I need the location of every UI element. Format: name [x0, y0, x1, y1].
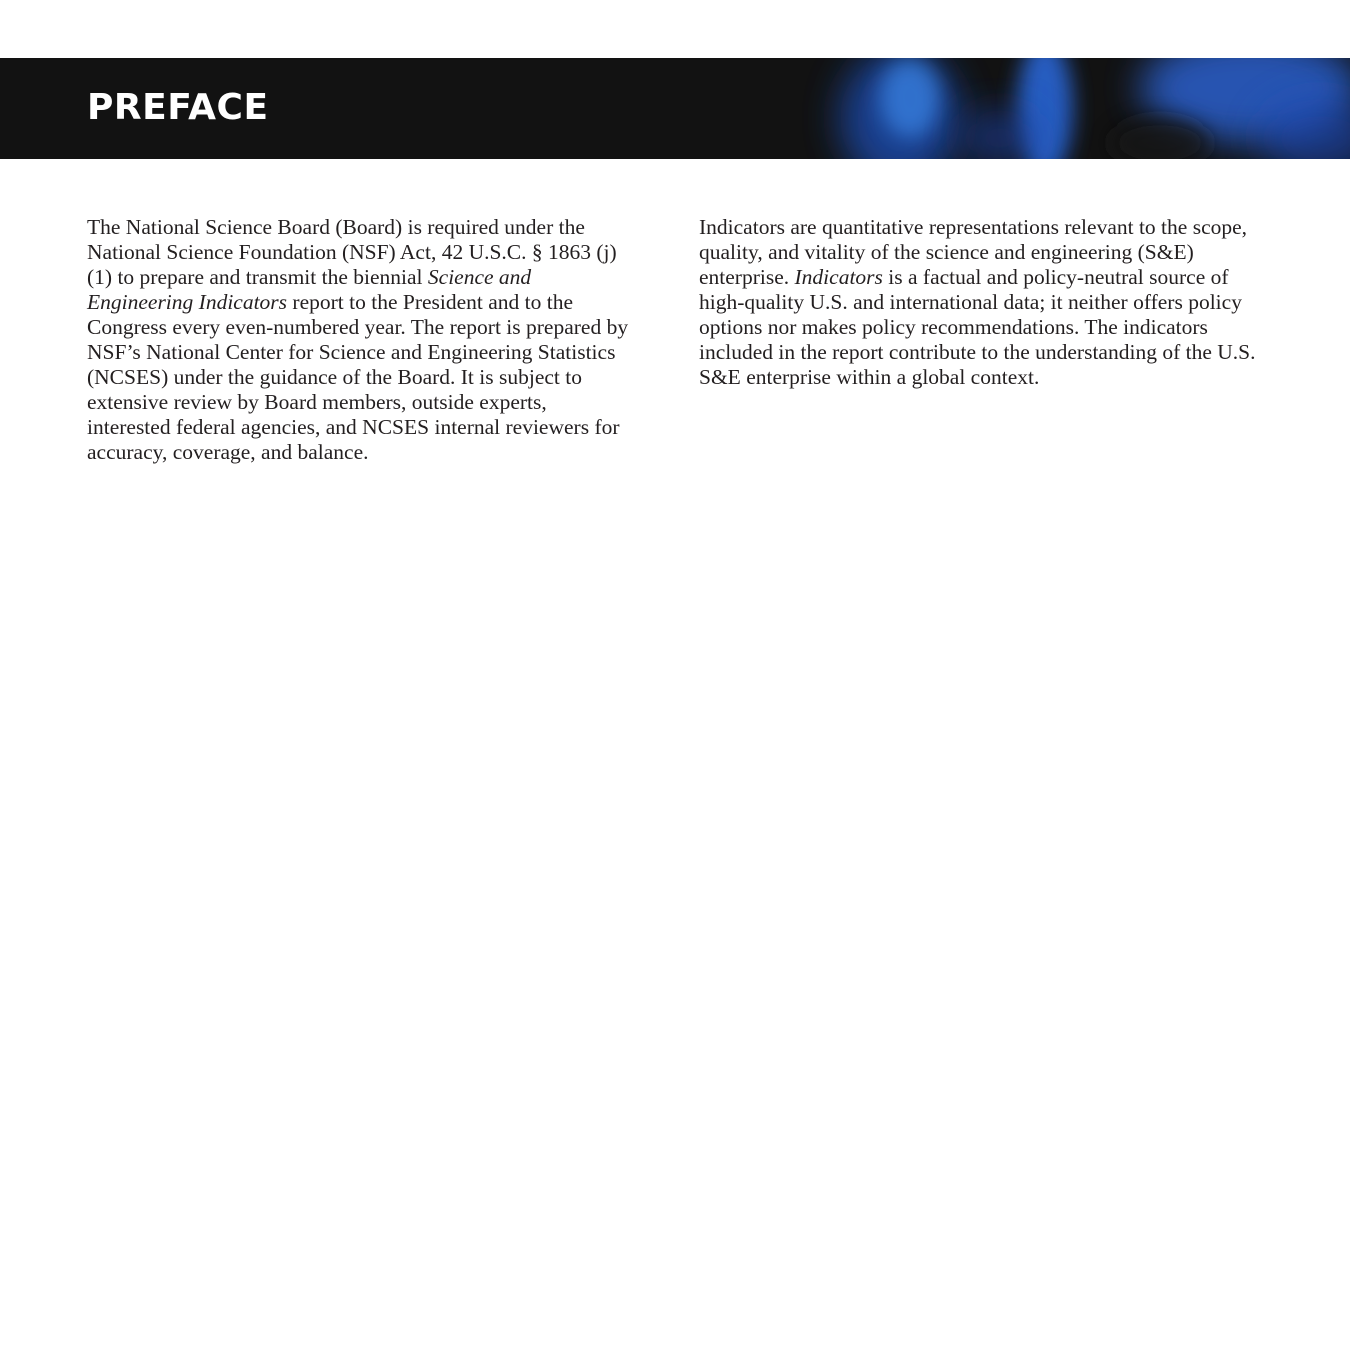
paragraph-text: The National Science Board (Board) is required under the National Science Foundation (NSF) Act, 42 U.S.C. § 1863 (j) (1) to prepare and transmit the biennial: [87, 215, 617, 289]
preface-paragraph-right: [699, 215, 1259, 390]
header-banner: [0, 58, 1350, 159]
page-title: PREFACE: [87, 87, 269, 128]
paragraph-text: Indicators are quantitative representations relevant to the scope, quality, and vitality of the science and engineering (S&E) enterprise.: [699, 215, 1248, 289]
report-title-italic: Science and Engineering Indicators: [87, 265, 532, 314]
indicators-italic: Indicators: [794, 265, 883, 289]
paragraph-text: is a factual and policy-neutral source of high-quality U.S. and international data; it neither offers policy options nor makes policy recommendations. The indicators included in the report contribute to the understanding of the U.S. S&E enterprise within a global context.: [699, 265, 1256, 389]
paragraph-text: report to the President and to the Congress every even-numbered year. The report is prepared by NSF’s National Center for Science and Engineering Statistics (NCSES) under the guidance of the Board. It is subject to extensive review by Board members, outside experts, interested federal agencies, and NCSES internal reviewers for accuracy, coverage, and balance.: [87, 290, 629, 464]
preface-paragraph-left: [87, 215, 635, 465]
